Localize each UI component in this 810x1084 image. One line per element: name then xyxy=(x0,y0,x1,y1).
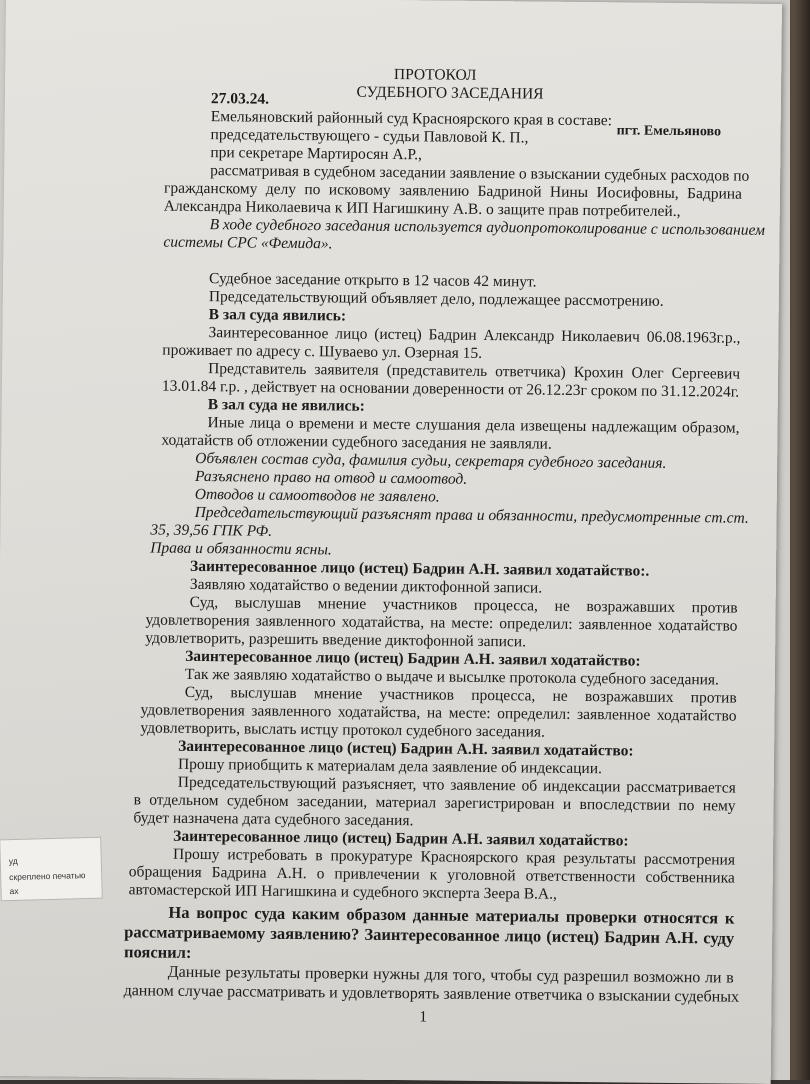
stub-text: скреплено печатью xyxy=(9,870,86,883)
document-date: 27.03.24. xyxy=(210,90,270,108)
motion-heading: Заинтересованное лицо (истец) Бадрин А.Н. заявил ходатайство: xyxy=(185,647,641,670)
section-heading: В зал суда не явились: xyxy=(207,396,365,415)
court-question: рассматриваемому заявлению? Заинтересованное лицо (истец) Бадрин А.Н. суду xyxy=(124,922,735,948)
text-line: Председательствующий разъясняет, что заявление об индексации рассматривается xyxy=(177,773,736,797)
text-line: удовлетворить, разрешить введение диктофонной записи. xyxy=(145,629,527,651)
text-line: удовлетворить, выслать истцу протокол судебного заседания. xyxy=(140,719,546,741)
text-line: проживает по адресу с. Шуваево ул. Озерная 15. xyxy=(162,341,483,362)
text-line: Прошу истребовать в прокуратуре Красноярского края результаты рассмотрения xyxy=(172,845,736,869)
text-line: автомастерской ИП Нагишкина и судебного эксперта Зеера В.А., xyxy=(128,881,557,903)
text-line: Суд, выслушав мнение участников процесса, не возражавших против xyxy=(184,683,737,707)
text-line: председательствующего - судьи Павловой К. П., xyxy=(210,126,529,147)
text-line: рассматривая в судебном заседании заявление о взыскании судебных расходов по xyxy=(210,162,750,185)
text-line: Объявлен состав суда, фамилия судьи, секретаря судебного заседания. xyxy=(195,449,667,472)
text-line: Представитель заявителя (представитель ответчика) Крохин Олег Сергеевич xyxy=(208,360,741,383)
text-line: будет назначена дата судебного заседания. xyxy=(133,809,414,830)
stub-text: уд xyxy=(8,855,18,867)
text-line: удовлетворения заявленного ходатайства, на месте: определил: заявленное ходатайство xyxy=(140,701,737,725)
text-line: данном случае рассматривать и удовлетворять заявление ответчика о взыскании судебных xyxy=(123,982,740,1006)
text-line: Суд, выслушав мнение участников процесса, не возражавших против xyxy=(189,593,738,617)
text-line: 13.01.84 г.р. , действует на основании доверенности от 26.12.23г сроком по 31.12.2024г. xyxy=(161,377,740,401)
text-line: В ходе судебного заседания используется аудиопротоколирование с использованием xyxy=(209,216,765,239)
text-line: ходатайств об отложении судебного заседания не заявляли. xyxy=(161,431,552,453)
section-heading: В зал суда явились: xyxy=(208,306,347,325)
text-line: Судебное заседание открыто в 12 часов 42 минут. xyxy=(208,270,537,291)
text-line: Заинтересованное лицо (истец) Бадрин Александр Николаевич 06.08.1963г.р., xyxy=(208,324,741,347)
text-line: Председательствующий разъяснят права и обязанности, предусмотренные ст.ст. xyxy=(194,503,749,527)
court-question: пояснил: xyxy=(123,942,192,962)
text-line: Заявляю ходатайство о ведении диктофонной записи. xyxy=(189,575,543,597)
text-line: Права и обязанности ясны. xyxy=(150,539,332,559)
text-line: Председательствующий объявляет дело, подлежащее рассмотрению. xyxy=(208,288,664,310)
document-place: пгт. Емельяново xyxy=(616,123,722,140)
motion-heading: Заинтересованное лицо (истец) Бадрин А.Н. заявил ходатайство: xyxy=(178,737,634,760)
text-line: Разъяснено право на отвод и самоотвод. xyxy=(194,467,468,488)
motion-heading: Заинтересованное лицо (истец) Бадрин А.Н. заявил ходатайство:. xyxy=(189,557,650,580)
text-line: Данные результаты проверки нужны для того, чтобы суд разрешил возможно ли в xyxy=(167,963,734,987)
text-line: системы СРС «Фемида». xyxy=(163,233,333,253)
text-line: гражданскому делу по исковому заявлению Бадриной Нины Иосифовны, Бадрина xyxy=(163,179,743,203)
court-question: На вопрос суда каким образом данные материалы проверки относятся к xyxy=(168,902,735,928)
text-line: обращения Бадрина А.Н. о привлечении к уголовной ответственности собственника xyxy=(128,863,735,887)
text-line: Отводов и самоотводов не заявлено. xyxy=(194,485,440,506)
text-line: Емельяновский районный суд Красноярского края в составе: xyxy=(210,108,613,130)
attached-paper-stub xyxy=(0,837,103,902)
text-line: удовлетворения заявленного ходатайства, на месте: определил: заявленное ходатайство xyxy=(145,611,738,635)
motion-heading: Заинтересованное лицо (истец) Бадрин А.Н. заявил ходатайство: xyxy=(173,827,629,850)
document-subtitle: СУДЕБНОГО ЗАСЕДАНИЯ xyxy=(356,83,544,103)
text-line: при секретаре Мартиросян А.Р., xyxy=(210,144,422,164)
text-line: в отдельном судебном заседании, материал зарегистрирован и впоследствии по нему xyxy=(133,791,736,815)
text-line: Прошу приобщить к материалам дела заявление об индексации. xyxy=(177,755,603,778)
document-title: ПРОТОКОЛ xyxy=(393,66,477,84)
text-line: Александра Николаевича к ИП Нагишкину А.В. о защите прав потребителей., xyxy=(163,197,681,221)
text-line: Так же заявляю ходатайство о выдаче и высылке протокола судебного заседания. xyxy=(184,665,720,689)
stub-text: ах xyxy=(9,885,19,897)
page-number: 1 xyxy=(419,1008,428,1026)
text-line: 35, 39,56 ГПК РФ. xyxy=(150,521,273,540)
text-line: Иные лица о времени и месте слушания дела извещены надлежащим образом, xyxy=(207,414,740,437)
